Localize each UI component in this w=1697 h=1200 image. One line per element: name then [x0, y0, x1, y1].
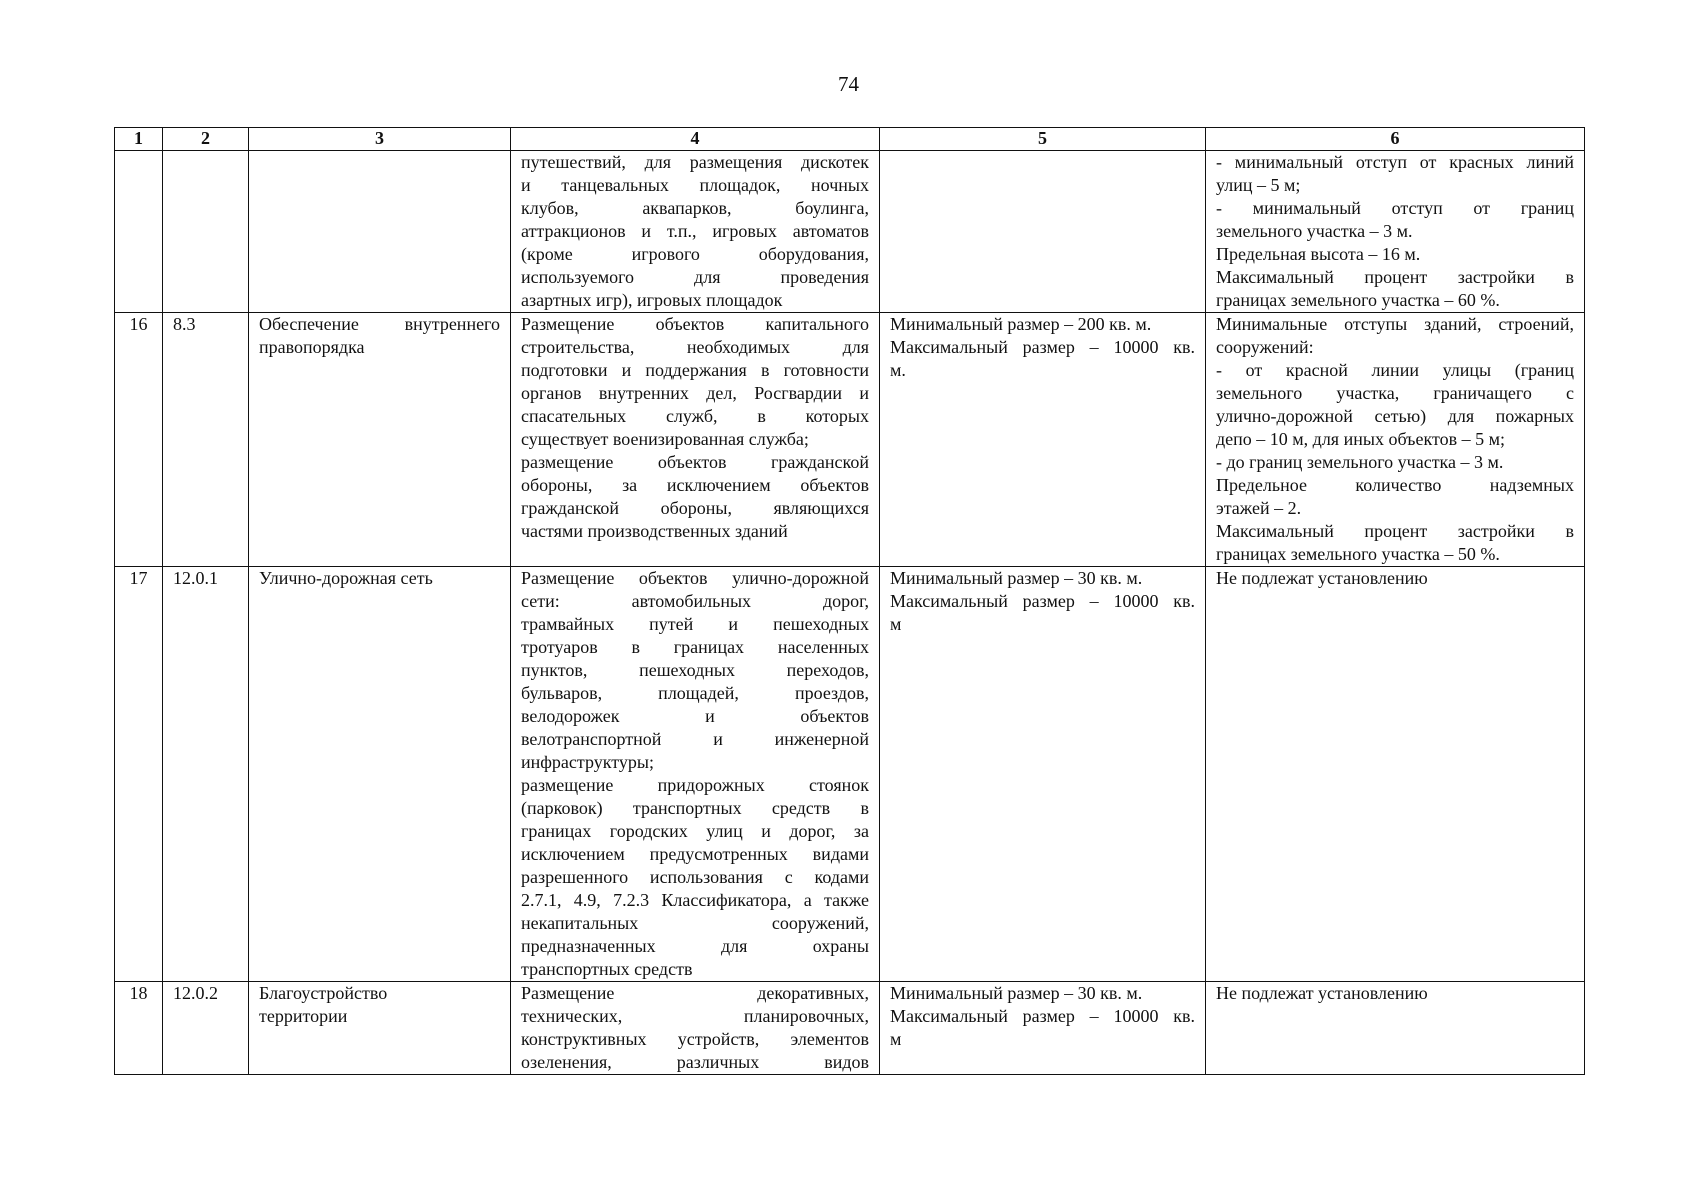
- text-line: пунктов, пешеходных переходов,: [521, 660, 869, 680]
- text-line: органов внутренних дел, Росгвардии и: [521, 383, 869, 403]
- column-header-3: 3: [249, 128, 511, 151]
- table-header-row: [115, 128, 1585, 151]
- text-line: предназначенных для охраны: [521, 936, 869, 956]
- plot-size-cell: [880, 567, 1206, 982]
- plot-size-cell: [880, 151, 1206, 313]
- text-line: Улично-дорожная сеть: [259, 568, 433, 588]
- code-cell: 8.3: [163, 313, 249, 567]
- column-header-6: 6: [1206, 128, 1585, 151]
- text-line: обороны, за исключением объектов: [521, 475, 869, 495]
- text-line: (парковок) транспортных средств в: [521, 798, 869, 818]
- code-cell: 12.0.1: [163, 567, 249, 982]
- row-number-cell: 18: [115, 982, 163, 1075]
- text-line: размещение придорожных стоянок: [521, 775, 869, 795]
- text-line: депо – 10 м, для иных объектов – 5 м;: [1216, 429, 1505, 449]
- column-header-1: 1: [115, 128, 163, 151]
- text-line: земельного участка – 3 м.: [1216, 221, 1413, 241]
- text-line: Не подлежат установлению: [1216, 568, 1428, 588]
- text-line: и танцевальных площадок, ночных: [521, 175, 869, 195]
- building-parameters-cell: [1206, 567, 1585, 982]
- row-number-cell: 17: [115, 567, 163, 982]
- text-line: (кроме игрового оборудования,: [521, 244, 869, 264]
- text-line: Размещение декоративных,: [521, 983, 869, 1003]
- text-line: путешествий, для размещения дискотек: [521, 152, 869, 172]
- column-header-4: 4: [511, 128, 880, 151]
- text-line: Размещение объектов улично-дорожной: [521, 568, 869, 588]
- code-cell: [163, 151, 249, 313]
- column-header-2: 2: [163, 128, 249, 151]
- use-name-cell: [249, 567, 511, 982]
- text-line: границах земельного участка – 50 %.: [1216, 544, 1500, 564]
- text-line: Минимальный размер – 200 кв. м.: [890, 314, 1152, 334]
- text-line: размещение объектов гражданской: [521, 452, 869, 472]
- row-number-cell: 16: [115, 313, 163, 567]
- text-line: - от красной линии улицы (границ: [1216, 360, 1574, 380]
- text-line: бульваров, площадей, проездов,: [521, 683, 869, 703]
- text-line: велотранспортной и инженерной: [521, 729, 869, 749]
- text-line: строительства, необходимых для: [521, 337, 869, 357]
- text-line: исключением предусмотренных видами: [521, 844, 869, 864]
- text-line: некапитальных сооружений,: [521, 913, 869, 933]
- text-line: - до границ земельного участка – 3 м.: [1216, 452, 1504, 472]
- text-line: Обеспечение внутреннего: [259, 314, 500, 334]
- text-line: - минимальный отступ от границ: [1216, 198, 1574, 218]
- text-line: м: [890, 1029, 902, 1049]
- text-line: Максимальный размер – 10000 кв.: [890, 337, 1195, 357]
- text-line: Минимальные отступы зданий, строений,: [1216, 314, 1574, 334]
- page-number: 74: [838, 72, 859, 96]
- text-line: инфраструктуры;: [521, 752, 654, 772]
- column-header-5: 5: [880, 128, 1206, 151]
- text-line: частями производственных зданий: [521, 521, 788, 541]
- building-parameters-cell: [1206, 982, 1585, 1075]
- text-line: конструктивных устройств, элементов: [521, 1029, 869, 1049]
- text-line: улично-дорожной сетью) для пожарных: [1216, 406, 1574, 426]
- building-parameters-cell: [1206, 151, 1585, 313]
- table-row: [115, 151, 1585, 313]
- text-line: клубов, аквапарков, боулинга,: [521, 198, 869, 218]
- table-row: [115, 313, 1585, 567]
- text-line: аттракционов и т.п., игровых автоматов: [521, 221, 869, 241]
- text-line: 2.7.1, 4.9, 7.2.3 Классификатора, а также: [521, 890, 869, 910]
- text-line: технических, планировочных,: [521, 1006, 869, 1026]
- text-line: тротуаров в границах населенных: [521, 637, 869, 657]
- text-line: озеленения, различных видов: [521, 1052, 869, 1072]
- text-line: азартных игр), игровых площадок: [521, 290, 783, 310]
- text-line: границах городских улиц и дорог, за: [521, 821, 869, 841]
- table-row: [115, 982, 1585, 1075]
- text-line: существует военизированная служба;: [521, 429, 809, 449]
- text-line: м: [890, 614, 902, 634]
- use-name-cell: [249, 151, 511, 313]
- building-parameters-cell: [1206, 313, 1585, 567]
- text-line: улиц – 5 м;: [1216, 175, 1301, 195]
- use-description-cell: [511, 151, 880, 313]
- text-line: правопорядка: [259, 337, 365, 357]
- text-line: - минимальный отступ от красных линий: [1216, 152, 1574, 172]
- text-line: Максимальный размер – 10000 кв.: [890, 591, 1195, 611]
- code-cell: 12.0.2: [163, 982, 249, 1075]
- use-name-cell: [249, 313, 511, 567]
- text-line: м.: [890, 360, 906, 380]
- text-line: территории: [259, 1006, 348, 1026]
- land-use-table: [114, 127, 1585, 1075]
- text-line: велодорожек и объектов: [521, 706, 869, 726]
- text-line: сети: автомобильных дорог,: [521, 591, 869, 611]
- use-description-cell: [511, 567, 880, 982]
- text-line: трамвайных путей и пешеходных: [521, 614, 869, 634]
- text-line: земельного участка, граничащего с: [1216, 383, 1574, 403]
- table-row: [115, 567, 1585, 982]
- text-line: Размещение объектов капитального: [521, 314, 869, 334]
- text-line: Предельное количество надземных: [1216, 475, 1574, 495]
- row-number-cell: [115, 151, 163, 313]
- text-line: транспортных средств: [521, 959, 693, 979]
- text-line: сооружений:: [1216, 337, 1314, 357]
- text-line: подготовки и поддержания в готовности: [521, 360, 869, 380]
- text-line: Максимальный процент застройки в: [1216, 521, 1574, 541]
- plot-size-cell: [880, 313, 1206, 567]
- text-line: этажей – 2.: [1216, 498, 1302, 518]
- text-line: Не подлежат установлению: [1216, 983, 1428, 1003]
- text-line: Благоустройство: [259, 983, 388, 1003]
- text-line: границах земельного участка – 60 %.: [1216, 290, 1500, 310]
- use-description-cell: [511, 313, 880, 567]
- plot-size-cell: [880, 982, 1206, 1075]
- text-line: Минимальный размер – 30 кв. м.: [890, 568, 1143, 588]
- text-line: гражданской обороны, являющихся: [521, 498, 869, 518]
- use-description-cell: [511, 982, 880, 1075]
- use-name-cell: [249, 982, 511, 1075]
- text-line: спасательных служб, в которых: [521, 406, 869, 426]
- text-line: Предельная высота – 16 м.: [1216, 244, 1421, 264]
- text-line: разрешенного использования с кодами: [521, 867, 869, 887]
- text-line: Минимальный размер – 30 кв. м.: [890, 983, 1143, 1003]
- text-line: Максимальный процент застройки в: [1216, 267, 1574, 287]
- text-line: используемого для проведения: [521, 267, 869, 287]
- text-line: Максимальный размер – 10000 кв.: [890, 1006, 1195, 1026]
